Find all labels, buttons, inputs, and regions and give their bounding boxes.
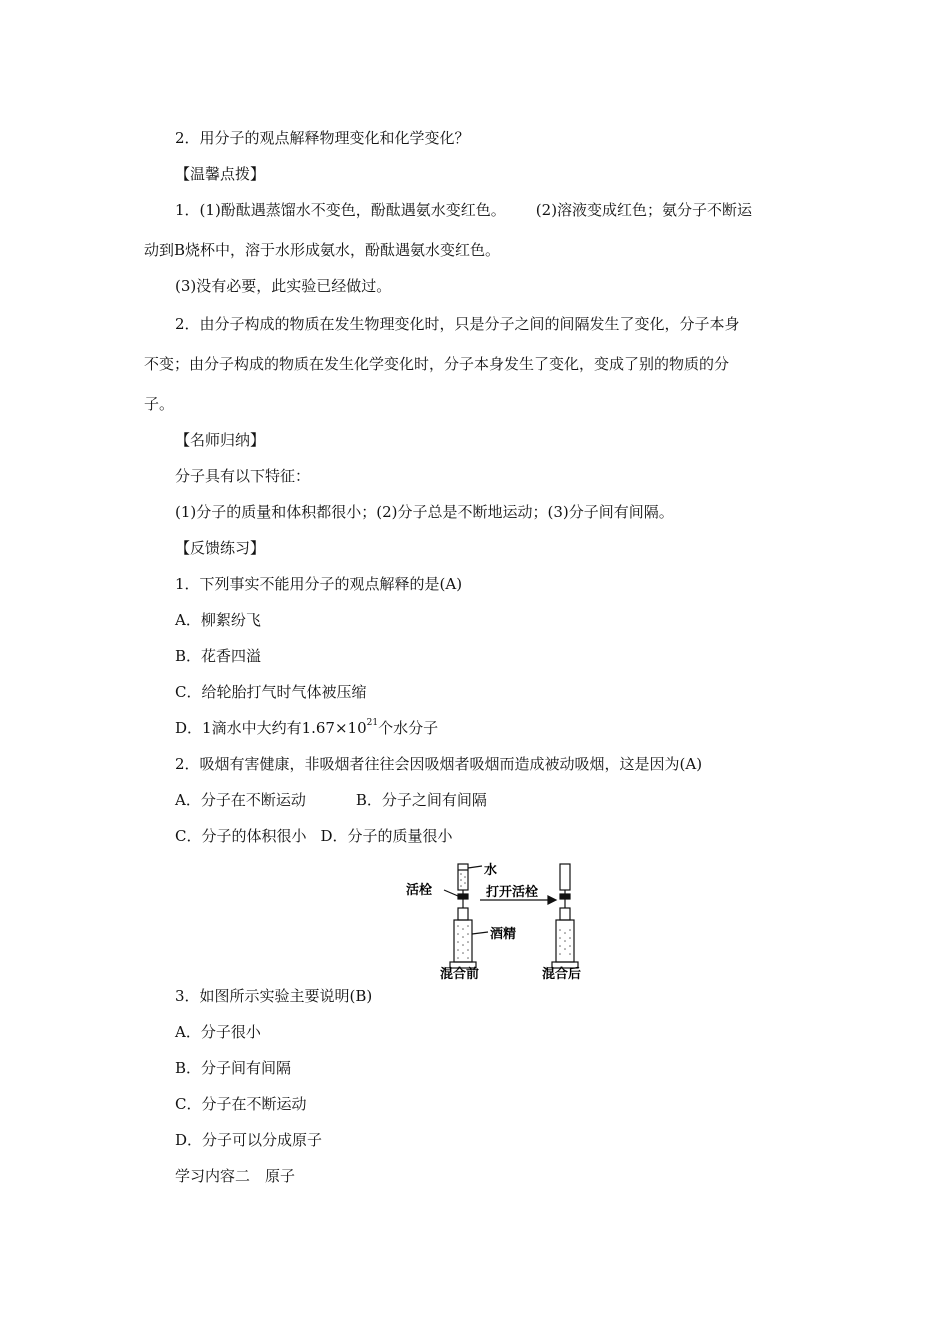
next-section-heading: 学习内容二 原子 bbox=[175, 1167, 296, 1185]
label-stopcock: 活栓 bbox=[406, 883, 433, 898]
summary-points: (1)分子的质量和体积都很小；(2)分子总是不断地运动；(3)分子间有间隔。 bbox=[175, 503, 674, 521]
tip-paragraph-2-line-3: 子。 bbox=[144, 395, 175, 413]
question-2-prompt: 2．用分子的观点解释物理变化和化学变化？ bbox=[175, 129, 470, 147]
left-stopcock bbox=[458, 894, 468, 899]
q2-stem: 2．吸烟有害健康，非吸烟者往往会因吸烟者吸烟而造成被动吸烟，这是因为(A) bbox=[175, 755, 703, 773]
tip-paragraph-1-line-2: 动到B烧杯中，溶于水形成氨水，酚酞遇氨水变红色。 bbox=[144, 241, 501, 259]
label-before-mixing: 混合前 bbox=[440, 967, 480, 980]
mixing-experiment-figure bbox=[398, 860, 598, 980]
label-water: 水 bbox=[484, 863, 498, 878]
q1-d-exponent: 21 bbox=[366, 718, 379, 728]
q3-option-a: A．分子很小 bbox=[175, 1023, 261, 1041]
q1-option-d bbox=[175, 718, 438, 738]
q1-d-text: D．1滴水中大约有1.67×10 bbox=[175, 719, 367, 737]
q2-option-a: A．分子在不断运动 bbox=[175, 791, 306, 809]
q1-stem: 1．下列事实不能用分子的观点解释的是(A) bbox=[175, 575, 463, 593]
q1-option-c: C．给轮胎打气时气体被压缩 bbox=[175, 683, 367, 701]
tip-1-part-2: (2)溶液变成红色；氨分子不断运 bbox=[535, 201, 753, 219]
q2-option-b: B．分子之间有间隔 bbox=[355, 791, 487, 809]
tip-paragraph-1-line-1 bbox=[175, 200, 752, 220]
left-alcohol-column bbox=[454, 920, 472, 962]
q2-option-c: C．分子的体积很小 bbox=[175, 827, 307, 845]
right-empty-tube bbox=[560, 864, 570, 890]
label-open-stopcock: 打开活栓 bbox=[486, 885, 539, 900]
tip-paragraph-2-line-2: 不变；由分子构成的物质在发生化学变化时，分子本身发生了变化，变成了别的物质的分 bbox=[144, 355, 730, 373]
q1-option-a: A．柳絮纷飞 bbox=[175, 611, 261, 629]
q2-options-ab bbox=[175, 790, 487, 810]
tip-1-part-1: 1．(1)酚酞遇蒸馏水不变色，酚酞遇氨水变红色。 bbox=[175, 201, 506, 219]
q3-option-c: C．分子在不断运动 bbox=[175, 1095, 307, 1113]
q3-option-b: B．分子间有间隔 bbox=[175, 1059, 292, 1077]
q2-option-d: D．分子的质量很小 bbox=[320, 827, 453, 845]
label-alcohol: 酒精 bbox=[490, 927, 517, 942]
q2-options-cd bbox=[175, 826, 453, 846]
left-water-tube bbox=[458, 864, 468, 890]
q1-d-suffix: 个水分子 bbox=[378, 719, 439, 737]
right-stopcock bbox=[560, 894, 570, 899]
summary-intro: 分子具有以下特征： bbox=[175, 467, 311, 485]
tip-paragraph-1-line-3: (3)没有必要，此实验已经做过。 bbox=[175, 277, 392, 295]
q3-stem: 3．如图所示实验主要说明(B) bbox=[175, 987, 373, 1005]
q3-option-d: D．分子可以分成原子 bbox=[175, 1131, 323, 1149]
tip-paragraph-2-line-1: 2．由分子构成的物质在发生物理变化时，只是分子之间的间隔发生了变化，分子本身 bbox=[175, 315, 740, 333]
tip-header: 【温馨点拨】 bbox=[175, 165, 266, 183]
q1-option-b: B．花香四溢 bbox=[175, 647, 262, 665]
practice-header: 【反馈练习】 bbox=[175, 539, 266, 557]
label-after-mixing: 混合后 bbox=[542, 967, 582, 980]
summary-header: 【名师归纳】 bbox=[175, 431, 266, 449]
